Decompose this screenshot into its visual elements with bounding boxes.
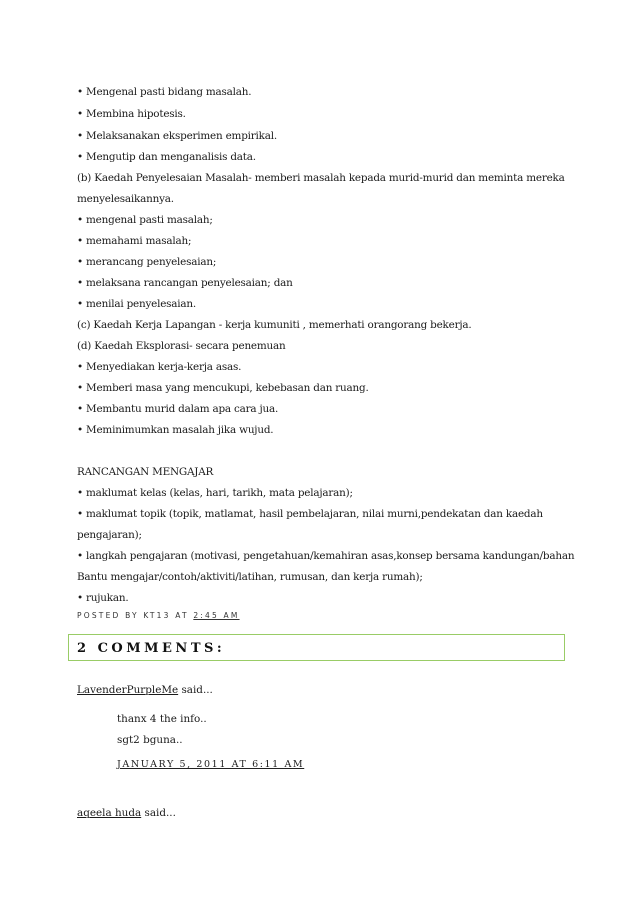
comments-title: 2 COMMENTS: <box>77 641 226 656</box>
body-line: • melaksana rancangan penyelesaian; dan <box>77 277 293 289</box>
comment-author-link[interactable]: LavenderPurpleMe <box>77 684 179 696</box>
comment-author-line <box>77 807 176 819</box>
body-line: • Mengutip dan menganalisis data. <box>77 151 256 163</box>
body-line: • maklumat kelas (kelas, hari, tarikh, mata pelajaran); <box>77 487 353 499</box>
body-line: • Meminimumkan masalah jika wujud. <box>77 424 274 436</box>
body-line: (c) Kaedah Kerja Lapangan - kerja kumuniti , memerhati orangorang bekerja. <box>77 319 472 331</box>
section-heading: RANCANGAN MENGAJAR <box>77 466 214 478</box>
body-line: • mengenal pasti masalah; <box>77 214 213 226</box>
body-line: • rujukan. <box>77 592 129 604</box>
comment-body-line: thanx 4 the info.. <box>117 713 207 725</box>
posted-by-label: POSTED BY KT13 AT <box>77 611 194 620</box>
body-line: • Melaksanakan eksperimen empirikal. <box>77 130 277 142</box>
body-line: • maklumat topik (topik, matlamat, hasil pembelajaran, nilai murni,pendekatan dan kaedah <box>77 508 543 520</box>
body-line: pengajaran); <box>77 529 142 541</box>
comment-body-line: sgt2 bguna.. <box>117 734 183 746</box>
body-line: • Mengenal pasti bidang masalah. <box>77 86 252 98</box>
body-line: • Membantu murid dalam apa cara jua. <box>77 403 279 415</box>
body-line: • langkah pengajaran (motivasi, pengetahuan/kemahiran asas,konsep bersama kandungan/bahan <box>77 550 575 562</box>
body-line: • Membina hipotesis. <box>77 108 186 120</box>
body-line: Bantu mengajar/contoh/aktiviti/latihan, rumusan, dan kerja rumah); <box>77 571 423 583</box>
body-line: menyelesaikannya. <box>77 193 174 205</box>
body-line: • merancang penyelesaian; <box>77 256 217 268</box>
comment-author-line <box>77 684 213 696</box>
comment-timestamp <box>117 759 304 770</box>
comments-header-box <box>68 634 565 661</box>
comment-timestamp-link[interactable]: JANUARY 5, 2011 AT 6:11 AM <box>117 759 305 770</box>
body-line: • menilai penyelesaian. <box>77 298 197 310</box>
body-line: • memahami masalah; <box>77 235 192 247</box>
said-label: said... <box>178 684 213 696</box>
body-line: (d) Kaedah Eksplorasi- secara penemuan <box>77 340 286 352</box>
body-line: • Memberi masa yang mencukupi, kebebasan dan ruang. <box>77 382 369 394</box>
body-line: (b) Kaedah Penyelesaian Masalah- memberi masalah kepada murid-murid dan meminta mereka <box>77 172 565 184</box>
comment-author-link[interactable]: aqeela huda <box>77 807 142 819</box>
said-label: said... <box>141 807 176 819</box>
post-time-link[interactable]: 2:45 AM <box>193 611 240 620</box>
post-footer <box>77 611 240 620</box>
body-line: • Menyediakan kerja-kerja asas. <box>77 361 242 373</box>
